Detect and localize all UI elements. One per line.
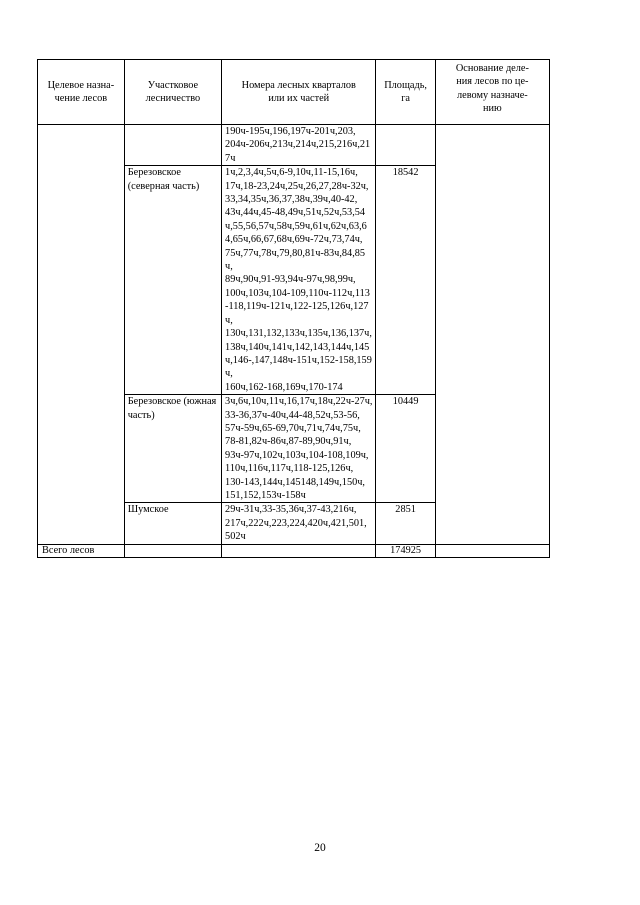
header-quarters: Номера лесных кварталов или их частей [222, 60, 376, 125]
quarters-cell: 190ч-195ч,196,197ч-201ч,203, 204ч-206ч,213ч,214ч,215,216ч,217ч [222, 125, 376, 166]
total-area: 174925 [376, 544, 435, 557]
table-header-row [38, 60, 550, 125]
page-number: 20 [314, 842, 326, 854]
forest-purpose-table [37, 59, 550, 558]
area-cell: 10449 [376, 395, 435, 503]
total-row [38, 544, 550, 557]
area-cell: 2851 [376, 503, 435, 544]
header-district: Участковое лесничество [124, 60, 221, 125]
quarters-cell: 1ч,2,3,4ч,5ч,6-9,10ч,11-15,16ч, 17ч,18-23,24ч,25ч,26,27,28ч-32ч,33,34,35ч,36,37,38ч,39ч,40-42, 43ч,44ч,45-48,49ч,51ч,52ч,53,54ч,55,56,57ч,58ч,59ч,61ч,62ч,63,64,65ч,66,67,68ч,69ч-72ч,73,74ч, 75ч,77ч,78ч,79,80,81ч-83ч,84,85ч, 89ч,90ч,91-93,94ч-97ч,98,99ч, 100ч,103ч,104-109,110ч-112ч,113-118,119ч-121ч,122-125,126ч,127ч, 130ч,131,132,133ч,135ч,136,137ч,138ч,140ч,141ч,142,143,144ч,145ч,146-,147,148ч-151ч,152-158,159ч, 160ч,162-168,169ч,170-174 [222, 166, 376, 395]
district-cell: Березовское (южная часть) [124, 395, 221, 503]
total-basis-empty [435, 544, 549, 557]
total-label: Всего лесов [38, 544, 125, 557]
district-cell: Шумское [124, 503, 221, 544]
district-cell: Березовское (северная часть) [124, 166, 221, 395]
header-basis: Основание деле- ния лесов по це- левому назначе- нию [435, 60, 549, 125]
header-purpose: Целевое назна- чение лесов [38, 60, 125, 125]
total-district-empty [124, 544, 221, 557]
quarters-cell: 3ч,6ч,10ч,11ч,16,17ч,18ч,22ч-27ч, 33-36,37ч-40ч,44-48,52ч,53-56, 57ч-59ч,65-69,70ч,71ч,74ч,75ч, 78-81,82ч-86ч,87-89,90ч,91ч, 93ч-97ч,102ч,103ч,104-108,109ч, 110ч,116ч,117ч,118-125,126ч, 130-143,144ч,145148,149ч,150ч, 151,152,153ч-158ч [222, 395, 376, 503]
total-quarters-empty [222, 544, 376, 557]
quarters-cell: 29ч-31ч,33-35,36ч,37-43,216ч, 217ч,222ч,223,224,420ч,421,501, 502ч [222, 503, 376, 544]
purpose-cell [38, 125, 125, 545]
header-area: Площадь, га [376, 60, 435, 125]
table-row [38, 125, 550, 166]
district-cell [124, 125, 221, 166]
area-cell [376, 125, 435, 166]
basis-cell [435, 125, 549, 545]
area-cell: 18542 [376, 166, 435, 395]
